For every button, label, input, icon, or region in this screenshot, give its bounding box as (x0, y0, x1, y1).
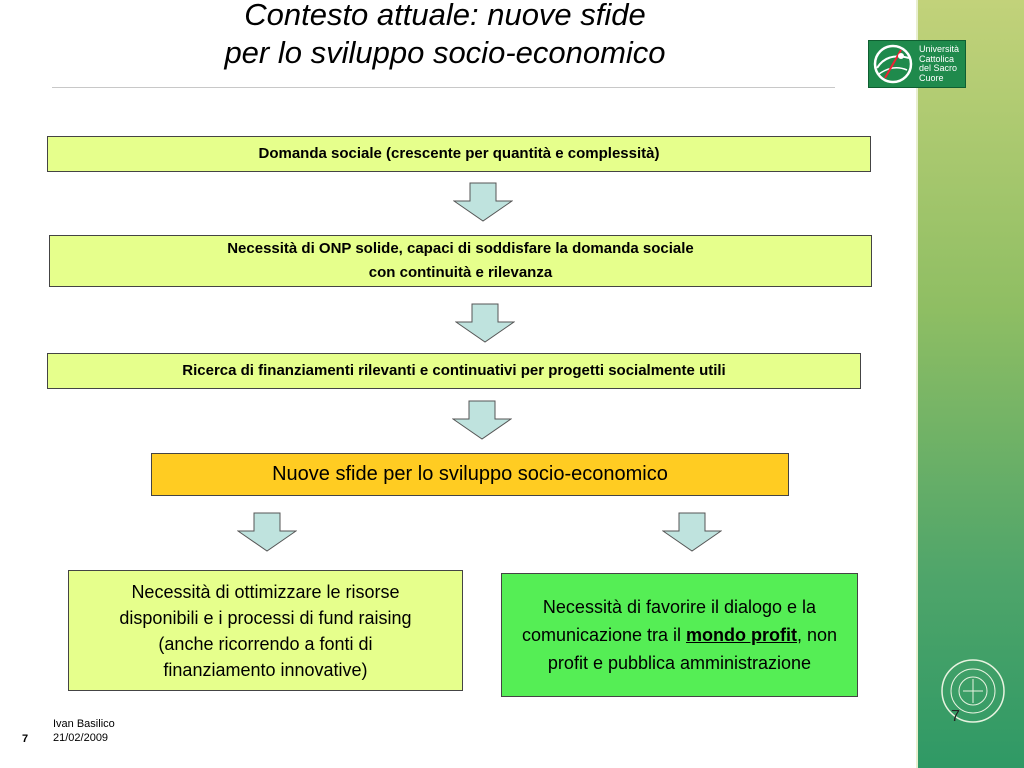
box-new-challenges: Nuove sfide per lo sviluppo socio-economico (151, 453, 789, 496)
arrow-down-icon (455, 303, 515, 343)
arrow-down-icon (237, 512, 297, 552)
box-social-demand: Domanda sociale (crescente per quantità e complessità) (47, 136, 871, 172)
logo-text: Università Cattolica del Sacro Cuore (919, 44, 960, 83)
slide-number-left: 7 (22, 733, 29, 745)
arrow-down-icon (453, 182, 513, 222)
box-funding-search: Ricerca di finanziamenti rilevanti e continuativi per progetti socialmente utili (47, 353, 861, 389)
box-optimize-resources: Necessità di ottimizzare le risorse disponibili e i processi di fund raising (anche ricorrendo a fonti di finanziamento innovative) (68, 570, 463, 691)
arrow-down-icon (452, 400, 512, 440)
box-solid-onp: Necessità di ONP solide, capaci di soddisfare la domanda sociale con continuità e rilevanza (49, 235, 872, 287)
decorative-sidebar (918, 0, 1024, 768)
title-divider (52, 87, 835, 88)
arrow-down-icon (662, 512, 722, 552)
title-line-1: Contesto attuale: nuove sfide (244, 0, 646, 32)
slide-number-right: 7 (951, 708, 960, 725)
slide-title (60, 0, 830, 72)
university-logo (868, 40, 966, 88)
sidebar-divider (916, 0, 918, 768)
box-dialogue-sectors: Necessità di favorire il dialogo e la comunicazione tra il mondo profit, non profit e pubblica amministrazione (501, 573, 858, 697)
footer-author-date: Ivan Basilico 21/02/2009 (53, 718, 115, 744)
globe-logo-icon (871, 42, 915, 86)
university-seal-icon (940, 658, 1006, 724)
title-line-2: per lo sviluppo socio-economico (224, 35, 666, 70)
underlined-mondo-profit: mondo profit (686, 625, 797, 645)
